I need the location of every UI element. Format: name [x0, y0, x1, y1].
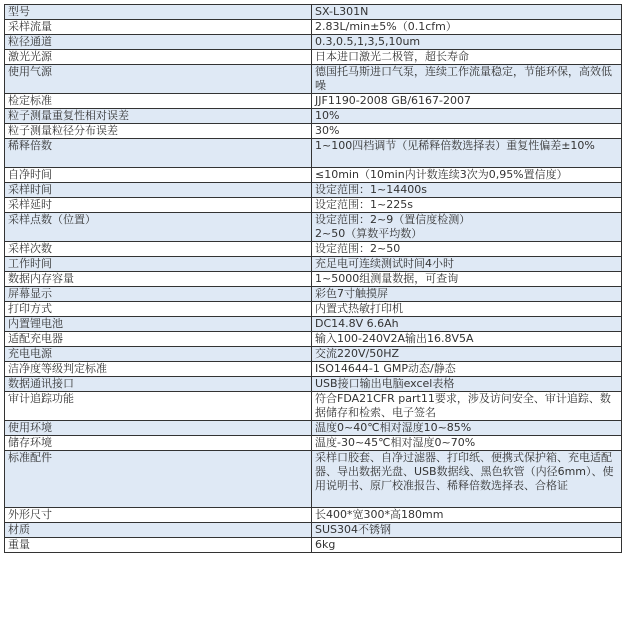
table-row — [5, 421, 622, 436]
spec-label: 采样流量 — [5, 20, 312, 35]
table-row — [5, 347, 622, 362]
spec-value: 设定范围：1~225s — [312, 198, 622, 213]
spec-label: 使用环境 — [5, 421, 312, 436]
table-row — [5, 302, 622, 317]
spec-table — [4, 4, 622, 553]
spec-value: 交流220V/50HZ — [312, 347, 622, 362]
table-row — [5, 94, 622, 109]
spec-label: 内置锂电池 — [5, 317, 312, 332]
table-row — [5, 332, 622, 347]
spec-value: ≤10min（10min内计数连续3次为0,95%置信度） — [312, 168, 622, 183]
spec-label: 激光光源 — [5, 50, 312, 65]
spec-label: 工作时间 — [5, 257, 312, 272]
spec-label: 数据内存容量 — [5, 272, 312, 287]
spec-value: 日本进口激光二极管，超长寿命 — [312, 50, 622, 65]
table-row — [5, 377, 622, 392]
table-row — [5, 50, 622, 65]
spec-label: 外形尺寸 — [5, 508, 312, 523]
table-row — [5, 523, 622, 538]
spec-label: 数据通讯接口 — [5, 377, 312, 392]
spec-label: 打印方式 — [5, 302, 312, 317]
spec-label: 标准配件 — [5, 451, 312, 508]
table-row — [5, 272, 622, 287]
table-row — [5, 436, 622, 451]
table-row — [5, 287, 622, 302]
spec-label: 粒子测量重复性相对误差 — [5, 109, 312, 124]
spec-value: SX-L301N — [312, 5, 622, 20]
spec-label: 采样点数（位置） — [5, 213, 312, 242]
table-row — [5, 198, 622, 213]
spec-value: USB接口输出电脑excel表格 — [312, 377, 622, 392]
spec-label: 材质 — [5, 523, 312, 538]
spec-table-body — [5, 5, 622, 553]
spec-value: DC14.8V 6.6Ah — [312, 317, 622, 332]
spec-label: 采样次数 — [5, 242, 312, 257]
spec-value: 6kg — [312, 538, 622, 553]
spec-label: 重量 — [5, 538, 312, 553]
table-row — [5, 139, 622, 168]
spec-value: 30% — [312, 124, 622, 139]
spec-value: 1~5000组测量数据，可查询 — [312, 272, 622, 287]
table-row — [5, 65, 622, 94]
spec-value: 长400*宽300*高180mm — [312, 508, 622, 523]
spec-label: 自净时间 — [5, 168, 312, 183]
spec-label: 稀释倍数 — [5, 139, 312, 168]
spec-label: 储存环境 — [5, 436, 312, 451]
table-row — [5, 242, 622, 257]
spec-label: 适配充电器 — [5, 332, 312, 347]
table-row — [5, 20, 622, 35]
spec-label: 使用气源 — [5, 65, 312, 94]
spec-value: 内置式热敏打印机 — [312, 302, 622, 317]
table-row — [5, 362, 622, 377]
table-row — [5, 392, 622, 421]
spec-value: 10% — [312, 109, 622, 124]
spec-value: 0.3,0.5,1,3,5,10um — [312, 35, 622, 50]
spec-value: 设定范围：2~50 — [312, 242, 622, 257]
spec-label: 采样延时 — [5, 198, 312, 213]
spec-value: 温度0~40℃相对湿度10~85% — [312, 421, 622, 436]
spec-label: 粒子测量粒径分布误差 — [5, 124, 312, 139]
spec-value: 充足电可连续测试时间4小时 — [312, 257, 622, 272]
spec-label: 审计追踪功能 — [5, 392, 312, 421]
table-row — [5, 124, 622, 139]
spec-value: 德国托马斯进口气泵，连续工作流量稳定，节能环保，高效低噪 — [312, 65, 622, 94]
spec-label: 采样时间 — [5, 183, 312, 198]
spec-value: 2.83L/min±5%（0.1cfm） — [312, 20, 622, 35]
spec-label: 洁净度等级判定标准 — [5, 362, 312, 377]
spec-value: 采样口胶套、自净过滤器、打印纸、便携式保护箱、充电适配器、导出数据光盘、USB数据线、黑色软管（内径6mm）、使用说明书、原厂校准报告、稀释倍数选择表、合格证 — [312, 451, 622, 508]
table-row — [5, 168, 622, 183]
spec-value: ISO14644-1 GMP动态/静态 — [312, 362, 622, 377]
spec-label: 型号 — [5, 5, 312, 20]
spec-value: 输入100-240V2A输出16.8V5A — [312, 332, 622, 347]
spec-value: SUS304不锈钢 — [312, 523, 622, 538]
table-row — [5, 257, 622, 272]
spec-value: 符合FDA21CFR part11要求，涉及访问安全、审计追踪、数据储存和检索、电子签名 — [312, 392, 622, 421]
spec-label: 屏幕显示 — [5, 287, 312, 302]
table-row — [5, 213, 622, 242]
spec-label: 充电电源 — [5, 347, 312, 362]
table-row — [5, 451, 622, 508]
spec-value: 设定范围：1~14400s — [312, 183, 622, 198]
spec-value: 温度-30~45℃相对湿度0~70% — [312, 436, 622, 451]
table-row — [5, 317, 622, 332]
table-row — [5, 109, 622, 124]
table-row — [5, 35, 622, 50]
table-row — [5, 508, 622, 523]
table-row — [5, 183, 622, 198]
table-row — [5, 5, 622, 20]
spec-value: JJF1190-2008 GB/6167-2007 — [312, 94, 622, 109]
spec-value: 彩色7寸触摸屏 — [312, 287, 622, 302]
spec-value: 1~100四档调节（见稀释倍数选择表）重复性偏差±10% — [312, 139, 622, 168]
spec-label: 检定标准 — [5, 94, 312, 109]
spec-value: 设定范围：2~9（置信度检测） 2~50（算数平均数） — [312, 213, 622, 242]
table-row — [5, 538, 622, 553]
spec-label: 粒径通道 — [5, 35, 312, 50]
